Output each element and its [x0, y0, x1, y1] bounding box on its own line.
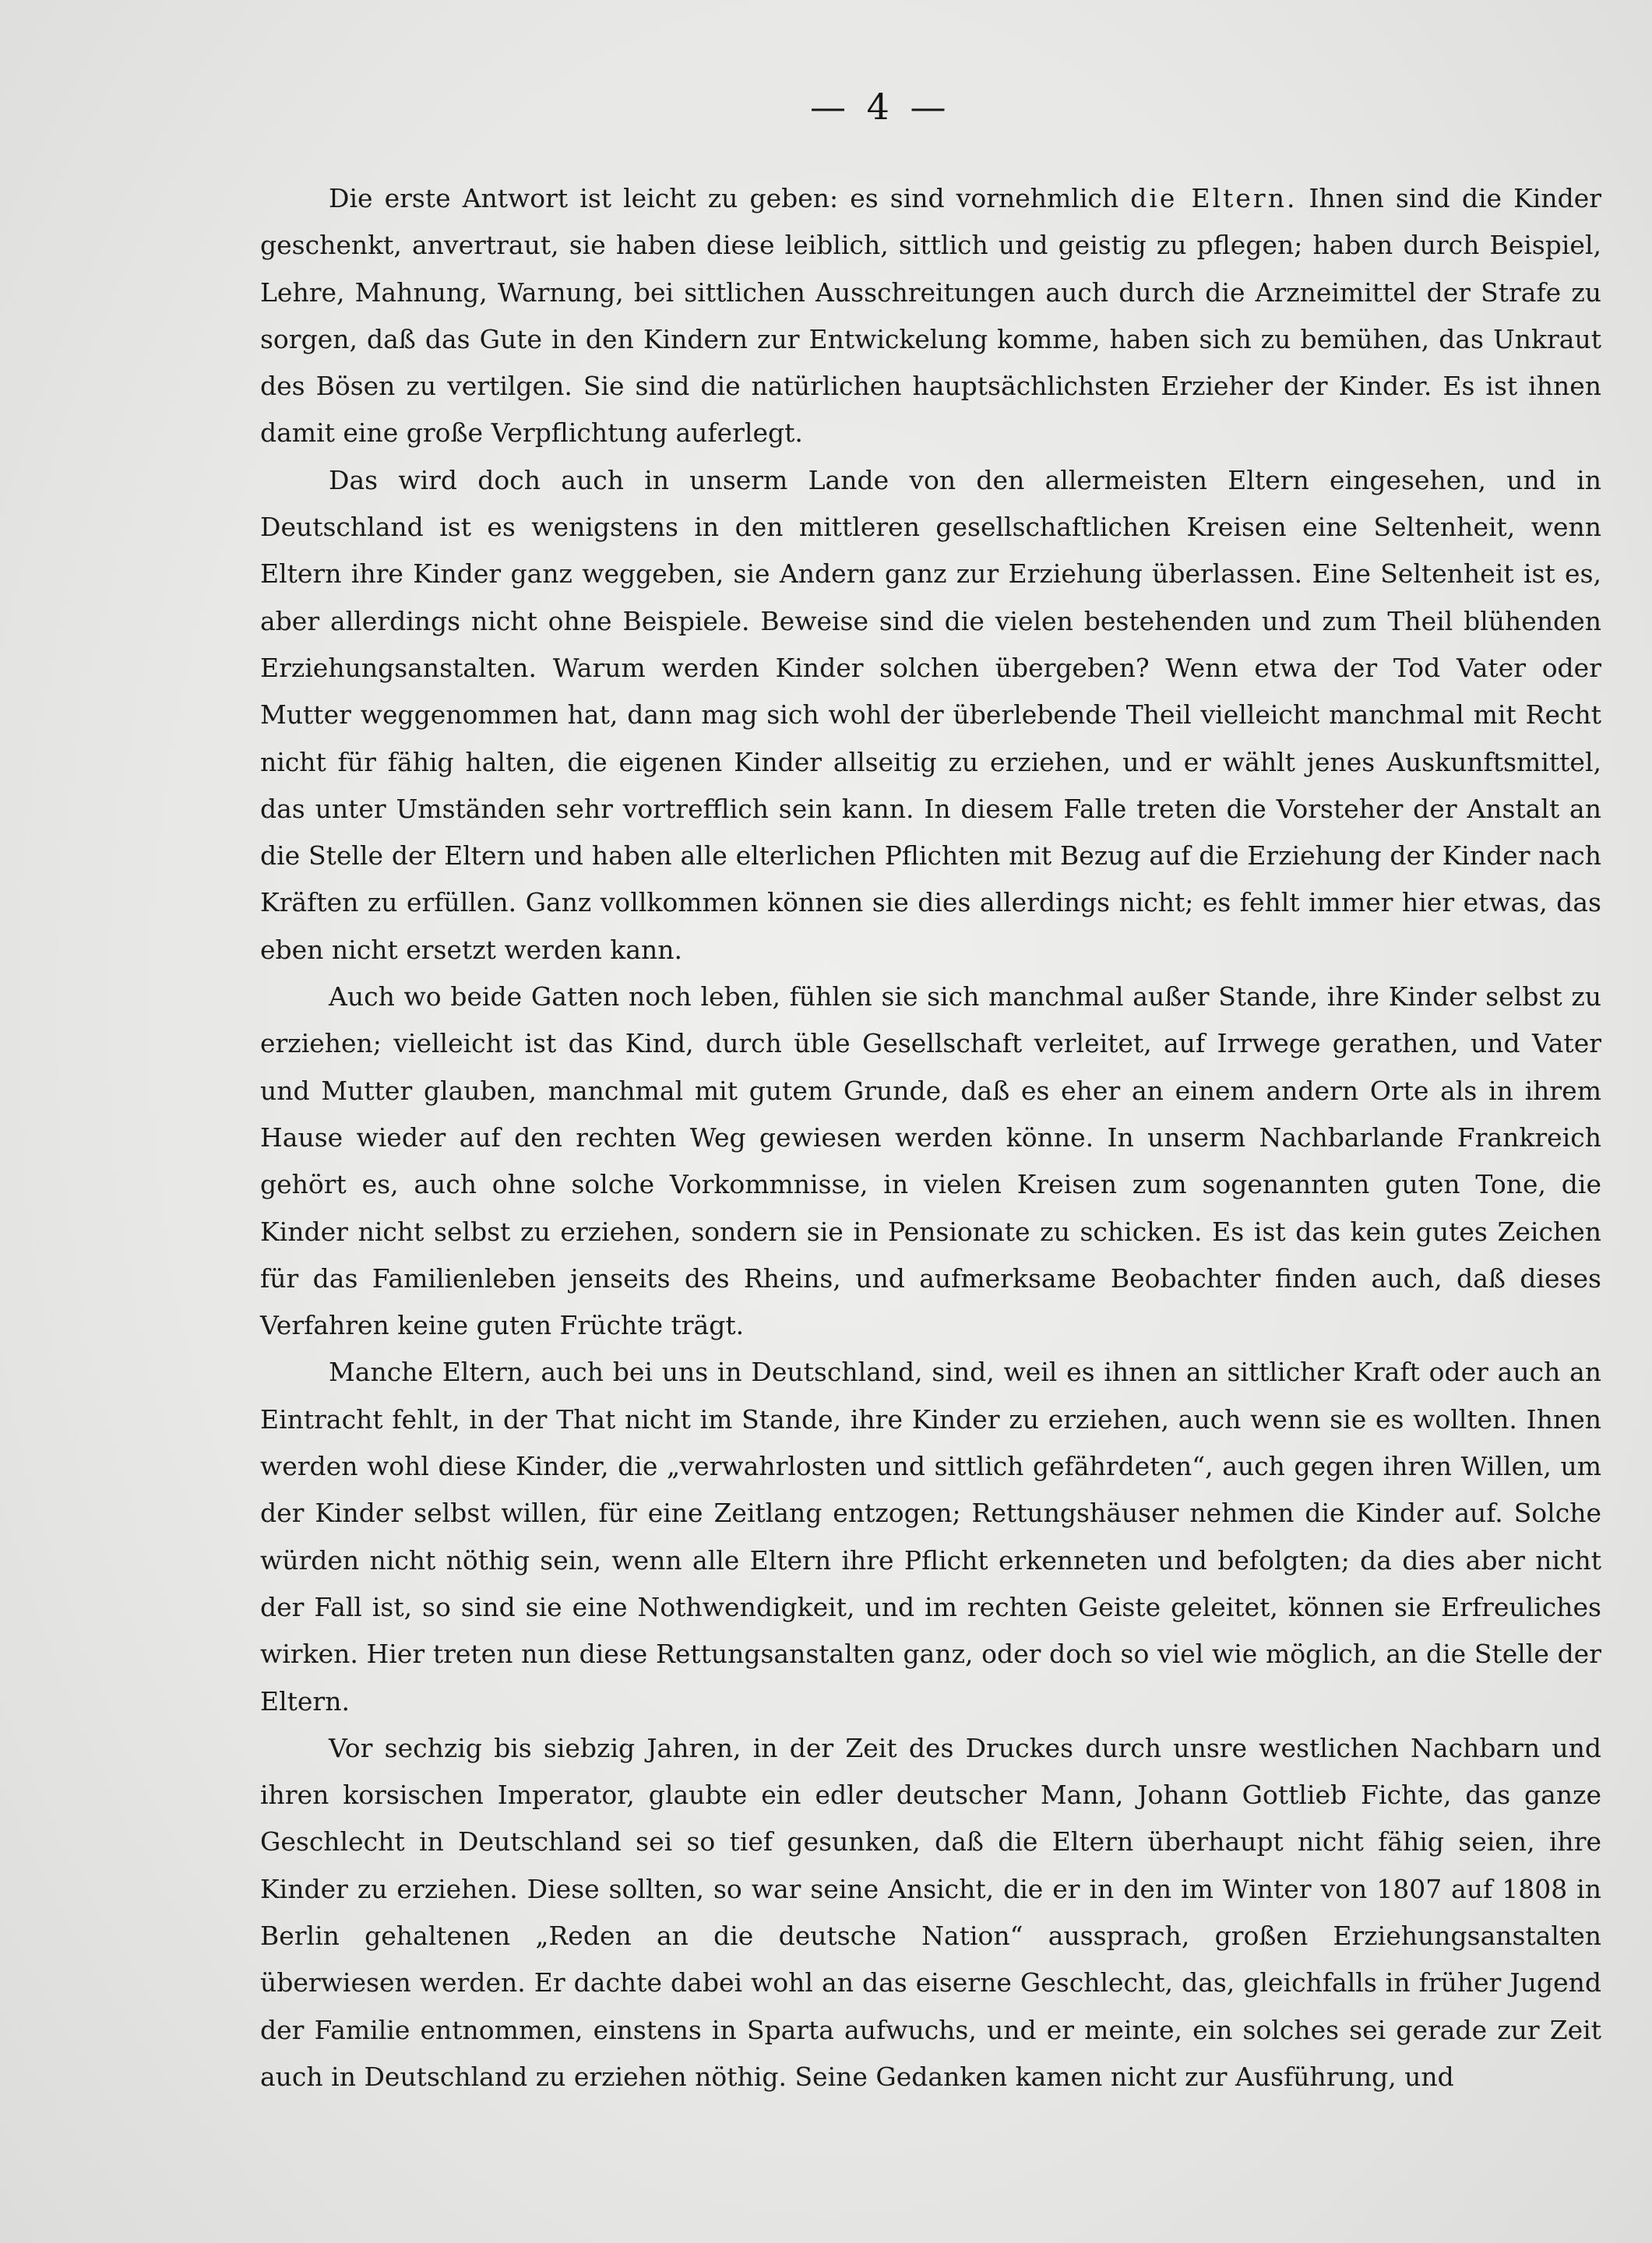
paragraph-1-emphasis: die Eltern. [1130, 183, 1298, 213]
paragraph-1 [260, 175, 1601, 457]
body-text [260, 175, 1601, 2100]
paragraph-2: Das wird doch auch in unserm Lande von den allermeisten Eltern eingesehen, und in Deutschland ist es wenigstens in den mittleren gesellschaftlichen Kreisen eine Seltenheit, wenn Eltern ihre Kinder ganz weggeben, sie Andern ganz zur Erziehung überlassen. Eine Seltenheit ist es, aber allerdings nicht ohne Beispiele. Beweise sind die vielen bestehenden und zum Theil blühenden Erziehungsanstalten. Warum werden Kinder solchen übergeben? Wenn etwa der Tod Vater oder Mutter weggenommen hat, dann mag sich wohl der überlebende Theil vielleicht manchmal mit Recht nicht für fähig halten, die eigenen Kinder allseitig zu erziehen, und er wählt jenes Auskunftsmittel, das unter Umständen sehr vortrefflich sein kann. In diesem Falle treten die Vorsteher der Anstalt an die Stelle der Eltern und haben alle elterlichen Pflichten mit Bezug auf die Erziehung der Kinder nach Kräften zu erfüllen. Ganz vollkommen können sie dies allerdings nicht; es fehlt immer hier etwas, das eben nicht ersetzt werden kann. [260, 464, 1601, 965]
paragraph-1-before: Die erste Antwort ist leicht zu geben: es sind vornehmlich [329, 183, 1131, 213]
paragraph-3: Auch wo beide Gatten noch leben, fühlen sie sich manchmal außer Stande, ihre Kinder selbst zu erziehen; vielleicht ist das Kind, durch üble Gesellschaft verleitet, auf Irrwege gerathen, und Vater und Mutter glauben, manchmal mit gutem Grunde, daß es eher an einem andern Orte als in ihrem Hause wieder auf den rechten Weg gewiesen werden könne. In unserm Nachbarlande Frankreich gehört es, auch ohne solche Vorkommnisse, in vielen Kreisen zum sogenannten guten Tone, die Kinder nicht selbst zu erziehen, sondern sie in Pensionate zu schicken. Es ist das kein gutes Zeichen für das Familienleben jenseits des Rheins, und aufmerksame Beobachter finden auch, daß dieses Verfahren keine guten Früchte trägt. [260, 981, 1601, 1341]
paragraph-1-after: Ihnen sind die Kinder geschenkt, anvertraut, sie haben diese leiblich, sittlich und geistig zu pflegen; haben durch Beispiel, Lehre, Mahnung, Warnung, bei sittlichen Ausschreitungen auch durch die Arzneimittel der Strafe zu sorgen, daß das Gute in den Kindern zur Entwickelung komme, haben sich zu bemühen, das Unkraut des Bösen zu vertilgen. Sie sind die natürlichen hauptsächlichsten Erzieher der Kinder. Es ist ihnen damit eine große Verpflichtung auferlegt. [260, 183, 1602, 449]
page-number: — 4 — [810, 86, 951, 128]
paragraph-4: Manche Eltern, auch bei uns in Deutschland, sind, weil es ihnen an sittlicher Kraft oder auch an Eintracht fehlt, in der That nicht im Stande, ihre Kinder zu erziehen, auch wenn sie es wollten. Ihnen werden wohl diese Kinder, die „verwahrlosten und sittlich gefährdeten“, auch gegen ihren Willen, um der Kinder selbst willen, für eine Zeitlang entzogen; Rettungshäuser nehmen die Kinder auf. Solche würden nicht nöthig sein, wenn alle Eltern ihre Pflicht erkenneten und befolgten; da dies aber nicht der Fall ist, so sind sie eine Nothwendigkeit, und im rechten Geiste geleitet, können sie Erfreuliches wirken. Hier treten nun diese Rettungsanstalten ganz, oder doch so viel wie möglich, an die Stelle der Eltern. [260, 1357, 1601, 1717]
paragraph-5: Vor sechzig bis siebzig Jahren, in der Zeit des Druckes durch unsre westlichen Nachbarn und ihren korsischen Imperator, glaubte ein edler deutscher Mann, Johann Gottlieb Fichte, das ganze Geschlecht in Deutschland sei so tief gesunken, daß die Eltern überhaupt nicht fähig seien, ihre Kinder zu erziehen. Diese sollten, so war seine Ansicht, die er in den im Winter von 1807 auf 1808 in Berlin gehaltenen „Reden an die deutsche Nation“ aussprach, großen Erziehungsanstalten überwiesen werden. Er dachte dabei wohl an das eiserne Geschlecht, das, gleichfalls in früher Jugend der Familie entnommen, einstens in Sparta aufwuchs, und er meinte, ein solches sei gerade zur Zeit auch in Deutschland zu erziehen nöthig. Seine Gedanken kamen nicht zur Ausführung, und [260, 1732, 1601, 2092]
